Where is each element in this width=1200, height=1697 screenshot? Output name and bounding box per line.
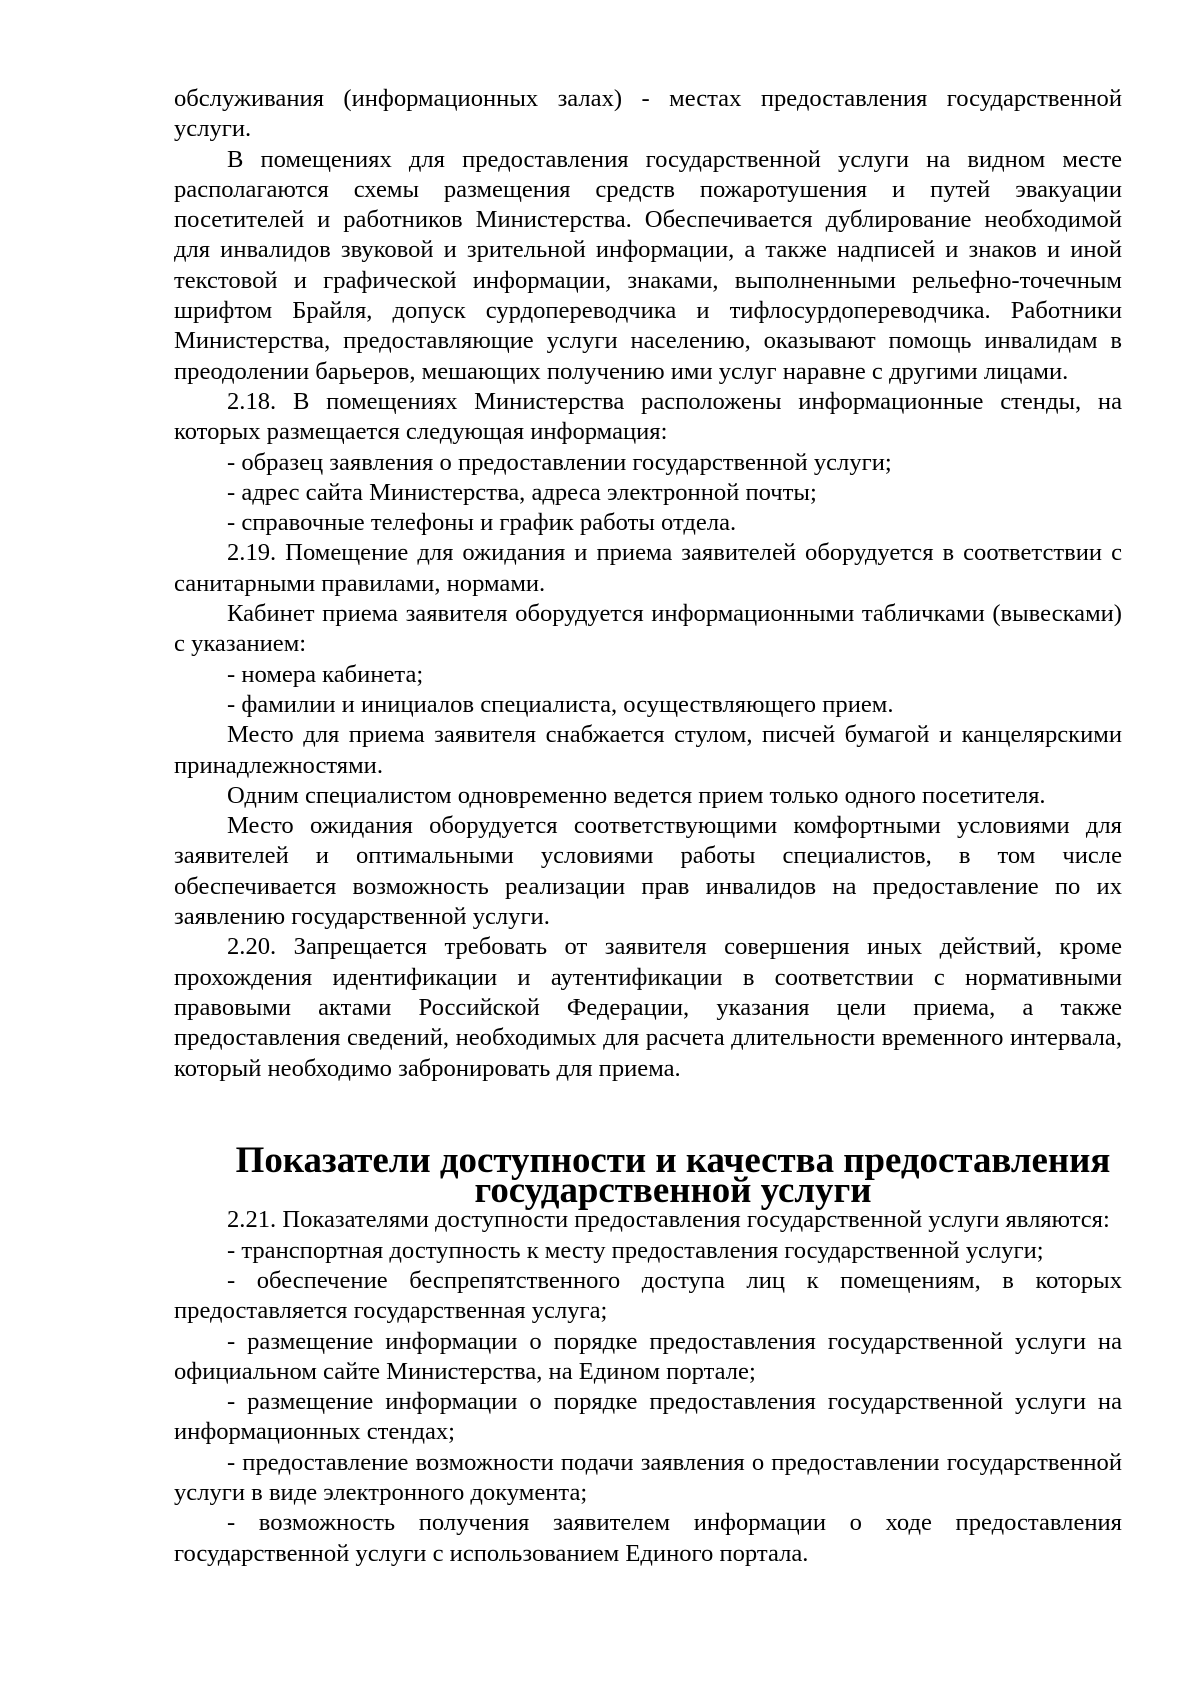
list-item: - возможность получения заявителем информации о ходе предоставления государственной услуги с использованием Единого портала. <box>174 1509 1122 1567</box>
list-item: - предоставление возможности подачи заявления о предоставлении государственной услуги в виде электронного документа; <box>174 1448 1122 1507</box>
bottom-section <box>174 1205 1122 1569</box>
list-item: - размещение информации о порядке предоставления государственной услуги на официальном сайте Министерства, на Едином портале; <box>174 1327 1122 1385</box>
paragraph: Место ожидания оборудуется соответствующими комфортными условиями для заявителей и оптимальными условиями работы специалистов, в том числе обеспечивается возможность реализации прав инвалидов на предоставление по их заявлению государственной услуги. <box>174 812 1122 931</box>
list-item: - транспортная доступность к месту предоставления государственной услуги; <box>227 1236 1044 1264</box>
list-item: - номера кабинета; <box>227 660 424 688</box>
list-item: - адрес сайта Министерства, адреса электронной почты; <box>227 478 817 506</box>
top-section <box>174 84 1122 1084</box>
list-item: - образец заявления о предоставлении государственной услуги; <box>227 448 892 476</box>
list-item: - обеспечение беспрепятственного доступа лиц к помещениям, в которых предоставляется государственная услуга; <box>174 1266 1122 1325</box>
paragraph: Одним специалистом одновременно ведется прием только одного посетителя. <box>227 781 1046 809</box>
paragraph: Место для приема заявителя снабжается стулом, писчей бумагой и канцелярскими принадлежностями. <box>174 721 1122 779</box>
paragraph: 2.19. Помещение для ожидания и приема заявителей оборудуется в соответствии с санитарными правилами, нормами. <box>174 539 1122 597</box>
list-item: - фамилии и инициалов специалиста, осуществляющего прием. <box>227 690 894 718</box>
section-spacer <box>174 1084 1122 1145</box>
section-heading: Показатели доступности и качества предоставления государственной услуги <box>235 1138 1111 1211</box>
list-item: - размещение информации о порядке предоставления государственной услуги на информационных стендах; <box>174 1388 1122 1446</box>
paragraph: 2.21. Показателями доступности предоставления государственной услуги являются: <box>227 1206 1110 1234</box>
paragraph: обслуживания (информационных залах) - местах предоставления государственной услуги. <box>174 85 1122 143</box>
paragraph: Кабинет приема заявителя оборудуется информационными табличками (вывесками) с указанием: <box>174 600 1122 658</box>
paragraph: 2.20. Запрещается требовать от заявителя совершения иных действий, кроме прохождения идентификации и аутентификации в соответствии с нормативными правовыми актами Российской Федерации, указания цели приема, а также предоставления сведений, необходимых для расчета длительности временного интервала, который необходимо забронировать для приема. <box>174 933 1122 1082</box>
paragraph: 2.18. В помещениях Министерства расположены информационные стенды, на которых размещается следующая информация: <box>174 387 1122 446</box>
list-item: - справочные телефоны и график работы отдела. <box>227 509 737 537</box>
paragraph: В помещениях для предоставления государственной услуги на видном месте располагаются схемы размещения средств пожаротушения и путей эвакуации посетителей и работников Министерства. Обеспечивается дублирование необходимой для инвалидов звуковой и зрительной информации, а также надписей и знаков и иной текстовой и графической информации, знаками, выполненными рельефно-точечным шрифтом Брайля, допуск сурдопереводчика и тифлосурдопереводчика. Работники Министерства, предоставляющие услуги населению, оказывают помощь инвалидам в преодолении барьеров, мешающих получению ими услуг наравне с другими лицами. <box>174 145 1122 385</box>
